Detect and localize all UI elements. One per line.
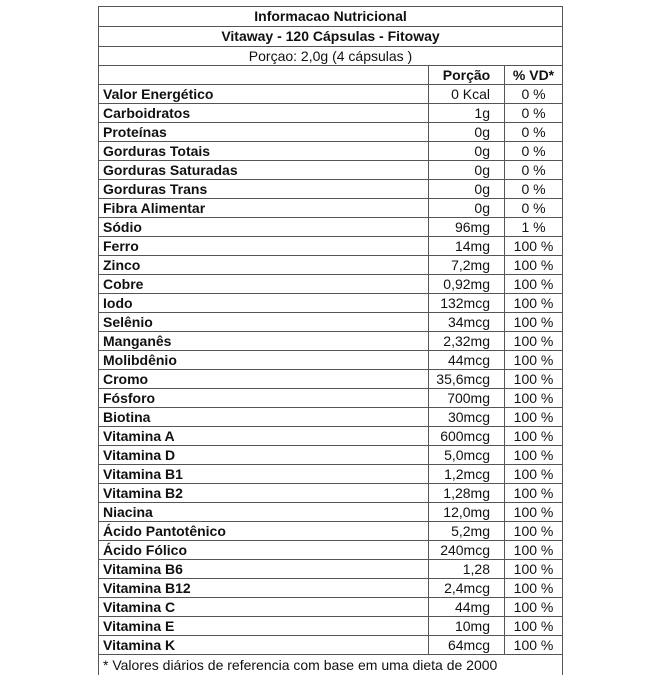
nutrient-name: Selênio [99,313,429,332]
nutrient-vd: 100 % [505,332,563,351]
footnote: * Valores diários de referencia com base em uma dieta de 2000 [99,655,563,675]
table-row [99,484,563,503]
title-row [99,7,563,27]
table-row [99,560,563,579]
table-row [99,85,563,104]
table-row [99,465,563,484]
nutrient-portion: 10mg [429,617,505,636]
table-row [99,598,563,617]
table-row [99,636,563,655]
nutrient-vd: 0 % [505,142,563,161]
nutrient-vd: 100 % [505,408,563,427]
nutrient-vd: 0 % [505,104,563,123]
nutrient-portion: 0g [429,142,505,161]
nutrient-vd: 100 % [505,465,563,484]
nutrient-name: Cromo [99,370,429,389]
nutrient-portion: 5,2mg [429,522,505,541]
nutrient-vd: 100 % [505,503,563,522]
table-row [99,389,563,408]
table-title: Informacao Nutricional [99,7,563,27]
table-row [99,199,563,218]
nutrient-name: Gorduras Trans [99,180,429,199]
nutrient-vd: 100 % [505,256,563,275]
nutrient-vd: 100 % [505,560,563,579]
nutrient-vd: 100 % [505,294,563,313]
nutrient-portion: 0 Kcal [429,85,505,104]
nutrient-vd: 100 % [505,389,563,408]
nutrient-portion: 0g [429,199,505,218]
nutrient-name: Ferro [99,237,429,256]
nutrient-name: Vitamina D [99,446,429,465]
table-row [99,332,563,351]
table-row [99,142,563,161]
nutrient-vd: 100 % [505,427,563,446]
nutrient-name: Vitamina B2 [99,484,429,503]
nutrient-name: Vitamina C [99,598,429,617]
nutrient-vd: 100 % [505,351,563,370]
nutrient-portion: 0g [429,123,505,142]
nutrient-vd: 0 % [505,85,563,104]
nutrient-name: Zinco [99,256,429,275]
table-row [99,503,563,522]
nutrient-portion: 14mg [429,237,505,256]
nutrient-portion: 600mcg [429,427,505,446]
vd-column-header: % VD* [505,66,563,85]
table-row [99,522,563,541]
table-row [99,275,563,294]
nutrient-portion: 12,0mg [429,503,505,522]
nutrient-name: Gorduras Saturadas [99,161,429,180]
nutrient-portion: 700mg [429,389,505,408]
nutrient-name: Ácido Pantotênico [99,522,429,541]
table-row [99,351,563,370]
portion-column-header: Porção [429,66,505,85]
nutrient-portion: 2,4mcg [429,579,505,598]
table-row [99,161,563,180]
nutrient-portion: 1,2mcg [429,465,505,484]
nutrient-name: Carboidratos [99,104,429,123]
table-row [99,237,563,256]
nutrient-vd: 100 % [505,617,563,636]
nutrient-vd: 100 % [505,275,563,294]
nutrient-name: Fibra Alimentar [99,199,429,218]
nutrient-portion: 1g [429,104,505,123]
nutrient-vd: 100 % [505,370,563,389]
table-row [99,256,563,275]
nutrient-portion: 30mcg [429,408,505,427]
nutrient-portion: 64mcg [429,636,505,655]
table-row [99,541,563,560]
nutrient-vd: 0 % [505,180,563,199]
nutrient-vd: 0 % [505,199,563,218]
table-row [99,104,563,123]
product-name: Vitaway - 120 Cápsulas - Fitoway [99,27,563,47]
nutrient-vd: 100 % [505,484,563,503]
nutrient-name: Vitamina B1 [99,465,429,484]
footnote-row [99,655,563,675]
table-row [99,579,563,598]
nutrient-portion: 44mcg [429,351,505,370]
nutrient-portion: 0g [429,161,505,180]
table-row [99,180,563,199]
nutrient-portion: 96mg [429,218,505,237]
nutrient-portion: 34mcg [429,313,505,332]
nutrient-portion: 0g [429,180,505,199]
table-row [99,123,563,142]
nutrient-portion: 132mcg [429,294,505,313]
nutrient-vd: 100 % [505,541,563,560]
table-row [99,370,563,389]
nutrient-name: Vitamina E [99,617,429,636]
column-header-row [99,66,563,85]
nutrient-portion: 1,28mg [429,484,505,503]
nutrient-name: Cobre [99,275,429,294]
nutrient-portion: 240mcg [429,541,505,560]
nutrient-name: Molibdênio [99,351,429,370]
nutrient-name: Biotina [99,408,429,427]
nutrient-vd: 100 % [505,313,563,332]
nutrient-portion: 44mg [429,598,505,617]
nutrient-name: Valor Energético [99,85,429,104]
nutrient-name: Vitamina B6 [99,560,429,579]
nutrient-portion: 35,6mcg [429,370,505,389]
nutrient-portion: 2,32mg [429,332,505,351]
table-row [99,427,563,446]
nutrient-name: Manganês [99,332,429,351]
nutrient-vd: 100 % [505,598,563,617]
nutrient-vd: 100 % [505,446,563,465]
nutrient-vd: 100 % [505,579,563,598]
nutrient-name: Ácido Fólico [99,541,429,560]
nutrient-name: Gorduras Totais [99,142,429,161]
nutrient-portion: 5,0mcg [429,446,505,465]
nutrient-name: Vitamina K [99,636,429,655]
nutrient-vd: 0 % [505,161,563,180]
nutrient-vd: 100 % [505,522,563,541]
table-row [99,218,563,237]
nutrient-name: Sódio [99,218,429,237]
nutrient-name: Vitamina B12 [99,579,429,598]
nutrition-table [98,6,563,675]
nutrient-vd: 1 % [505,218,563,237]
nutrient-name: Niacina [99,503,429,522]
nutrition-facts-panel [98,6,562,675]
table-row [99,408,563,427]
nutrient-column-header [99,66,429,85]
nutrient-name: Iodo [99,294,429,313]
nutrient-name: Vitamina A [99,427,429,446]
table-row [99,294,563,313]
table-row [99,617,563,636]
product-row [99,27,563,47]
table-row [99,446,563,465]
serving-row [99,47,563,66]
table-row [99,313,563,332]
nutrient-vd: 100 % [505,237,563,256]
nutrient-name: Fósforo [99,389,429,408]
nutrient-portion: 0,92mg [429,275,505,294]
nutrient-portion: 1,28 [429,560,505,579]
serving-size: Porçao: 2,0g (4 cápsulas ) [99,47,563,66]
nutrient-portion: 7,2mg [429,256,505,275]
nutrient-name: Proteínas [99,123,429,142]
nutrient-vd: 100 % [505,636,563,655]
nutrient-vd: 0 % [505,123,563,142]
